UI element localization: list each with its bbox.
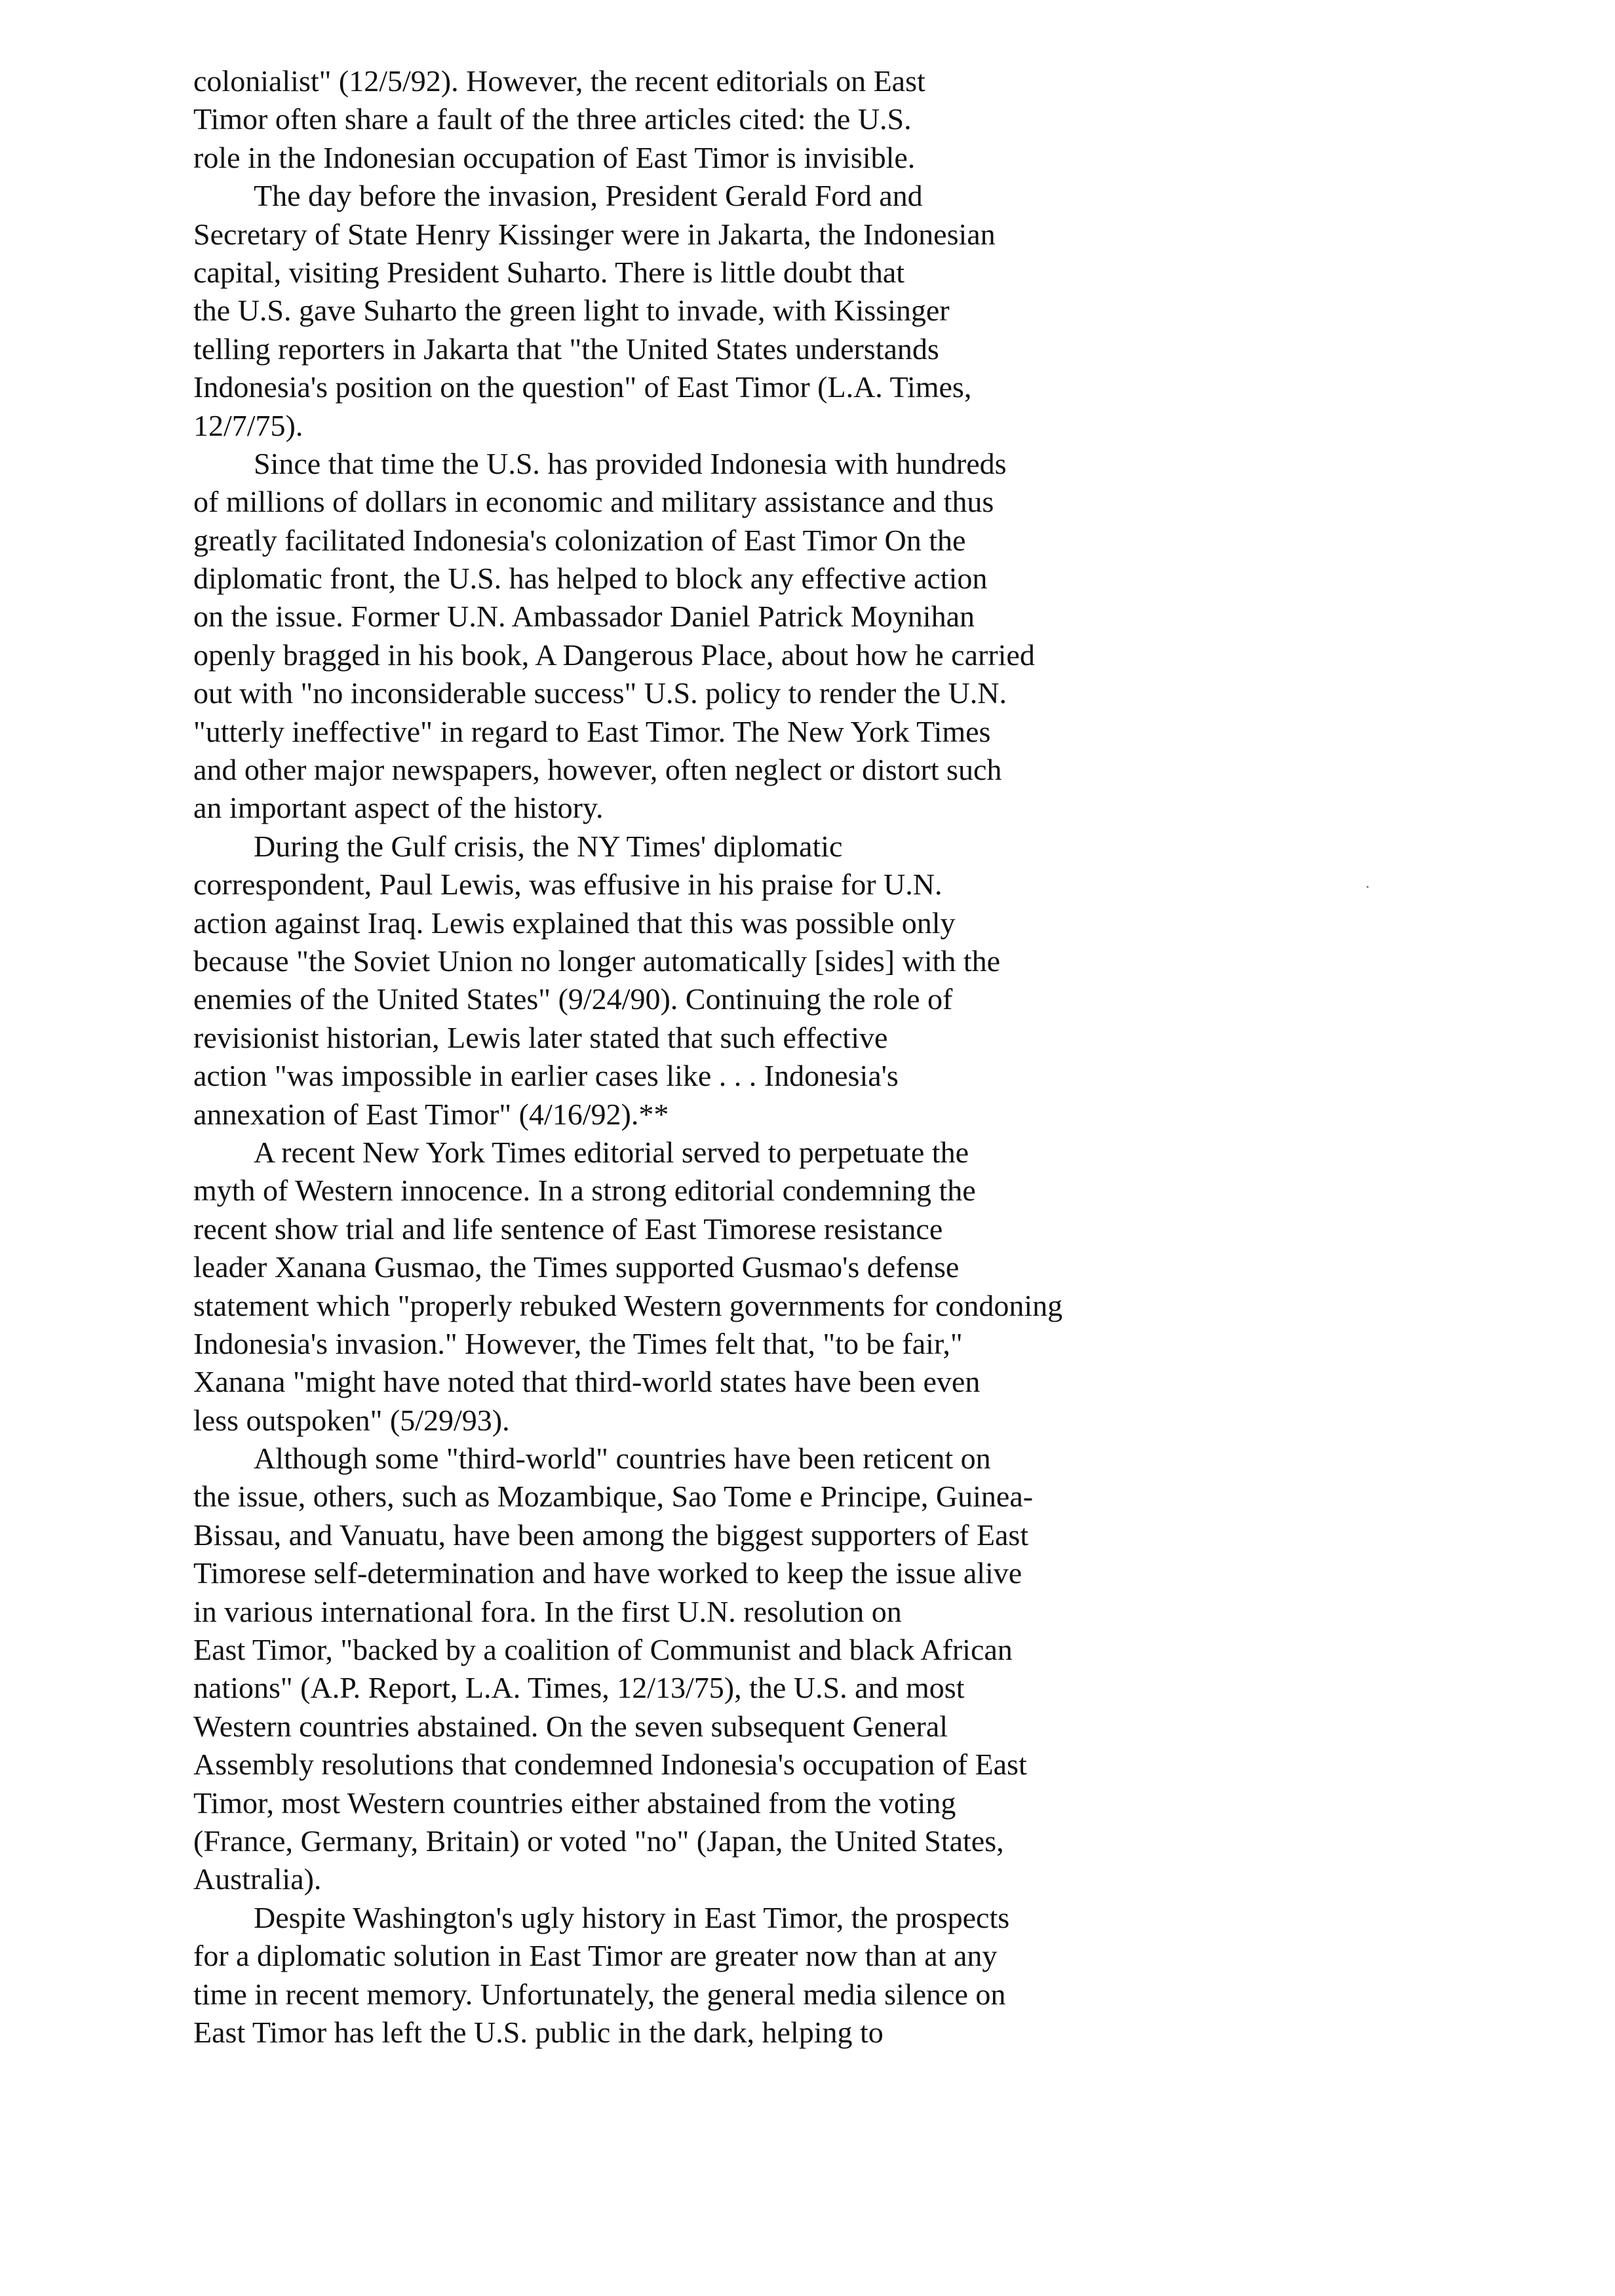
text-line: myth of Western innocence. In a strong editorial condemning the	[193, 1174, 976, 1208]
text-line: (France, Germany, Britain) or voted "no" (Japan, the United States,	[193, 1824, 1004, 1858]
paragraph-first-line: During the Gulf crisis, the NY Times' diplomatic	[254, 829, 843, 863]
paragraph-first-line: Despite Washington's ugly history in East Timor, the prospects	[254, 1900, 1010, 1934]
text-line: enemies of the United States" (9/24/90). Continuing the role of	[193, 982, 953, 1016]
text-line: an important aspect of the history.	[193, 791, 604, 825]
text-line: and other major newspapers, however, often neglect or distort such	[193, 753, 1002, 787]
text-line: East Timor has left the U.S. public in the dark, helping to	[193, 2015, 884, 2049]
text-line: East Timor, "backed by a coalition of Communist and black African	[193, 1633, 1013, 1667]
text-line: statement which "properly rebuked Western governments for condoning	[193, 1288, 1063, 1322]
text-line: Western countries abstained. On the seven subsequent General	[193, 1709, 948, 1743]
text-line: greatly facilitated Indonesia's colonization of East Timor On the	[193, 523, 966, 557]
text-line: telling reporters in Jakarta that "the United States understands	[193, 332, 939, 366]
text-line: 12/7/75).	[193, 408, 303, 442]
text-line: "utterly ineffective" in regard to East Timor. The New York Times	[193, 714, 991, 748]
text-line: Xanana "might have noted that third-world states have been even	[193, 1365, 981, 1399]
text-line: Indonesia's position on the question" of East Timor (L.A. Times,	[193, 370, 972, 404]
text-line: Timorese self-determination and have worked to keep the issue alive	[193, 1556, 1022, 1590]
text-line: capital, visiting President Suharto. There is little doubt that	[193, 255, 905, 289]
text-line: because "the Soviet Union no longer automatically [sides] with the	[193, 944, 1001, 978]
text-line: recent show trial and life sentence of East Timorese resistance	[193, 1212, 943, 1246]
text-line: diplomatic front, the U.S. has helped to block any effective action	[193, 562, 988, 596]
text-line: leader Xanana Gusmao, the Times supported Gusmao's defense	[193, 1250, 960, 1284]
text-line: for a diplomatic solution in East Timor are greater now than at any	[193, 1939, 998, 1973]
text-line: in various international fora. In the first U.N. resolution on	[193, 1594, 902, 1628]
text-line: correspondent, Paul Lewis, was effusive in his praise for U.N.	[193, 868, 943, 902]
text-line: Indonesia's invasion." However, the Times felt that, "to be fair,"	[193, 1326, 963, 1360]
paragraph-first-line: The day before the invasion, President Gerald Ford and	[254, 179, 923, 213]
text-line: action "was impossible in earlier cases like . . . Indonesia's	[193, 1059, 899, 1093]
text-line: role in the Indonesian occupation of East Timor is invisible.	[193, 140, 916, 174]
paragraph-first-line: Although some "third-world" countries have been reticent on	[254, 1442, 991, 1476]
text-line: openly bragged in his book, A Dangerous Place, about how he carried	[193, 638, 1035, 672]
text-line: annexation of East Timor" (4/16/92).**	[193, 1097, 669, 1131]
text-line: out with "no inconsiderable success" U.S. policy to render the U.N.	[193, 676, 1007, 710]
text-line: on the issue. Former U.N. Ambassador Daniel Patrick Moynihan	[193, 600, 975, 634]
paragraph-first-line: Since that time the U.S. has provided Indonesia with hundreds	[254, 446, 1007, 480]
text-line: action against Iraq. Lewis explained that this was possible only	[193, 906, 956, 940]
text-line: Secretary of State Henry Kissinger were in Jakarta, the Indonesian	[193, 217, 996, 251]
text-line: revisionist historian, Lewis later stated that such effective	[193, 1020, 888, 1054]
text-line: of millions of dollars in economic and military assistance and thus	[193, 485, 994, 519]
body-text	[193, 62, 1439, 2052]
text-line: Timor often share a fault of the three articles cited: the U.S.	[193, 102, 912, 136]
text-line: Bissau, and Vanuatu, have been among the biggest supporters of East	[193, 1518, 1029, 1552]
text-line: nations" (A.P. Report, L.A. Times, 12/13/75), the U.S. and most	[193, 1671, 965, 1705]
text-line: time in recent memory. Unfortunately, the general media silence on	[193, 1977, 1006, 2011]
text-line: the U.S. gave Suharto the green light to invade, with Kissinger	[193, 294, 950, 328]
text-line: Assembly resolutions that condemned Indonesia's occupation of East	[193, 1748, 1027, 1782]
text-line: the issue, others, such as Mozambique, Sao Tome e Principe, Guinea-	[193, 1480, 1034, 1514]
text-line: Timor, most Western countries either abstained from the voting	[193, 1786, 956, 1820]
paragraph-first-line: A recent New York Times editorial served to perpetuate the	[254, 1135, 969, 1169]
text-line: less outspoken" (5/29/93).	[193, 1403, 510, 1437]
text-line: colonialist" (12/5/92). However, the recent editorials on East	[193, 64, 925, 98]
scan-speck	[1367, 886, 1369, 888]
text-line: Australia).	[193, 1862, 322, 1896]
